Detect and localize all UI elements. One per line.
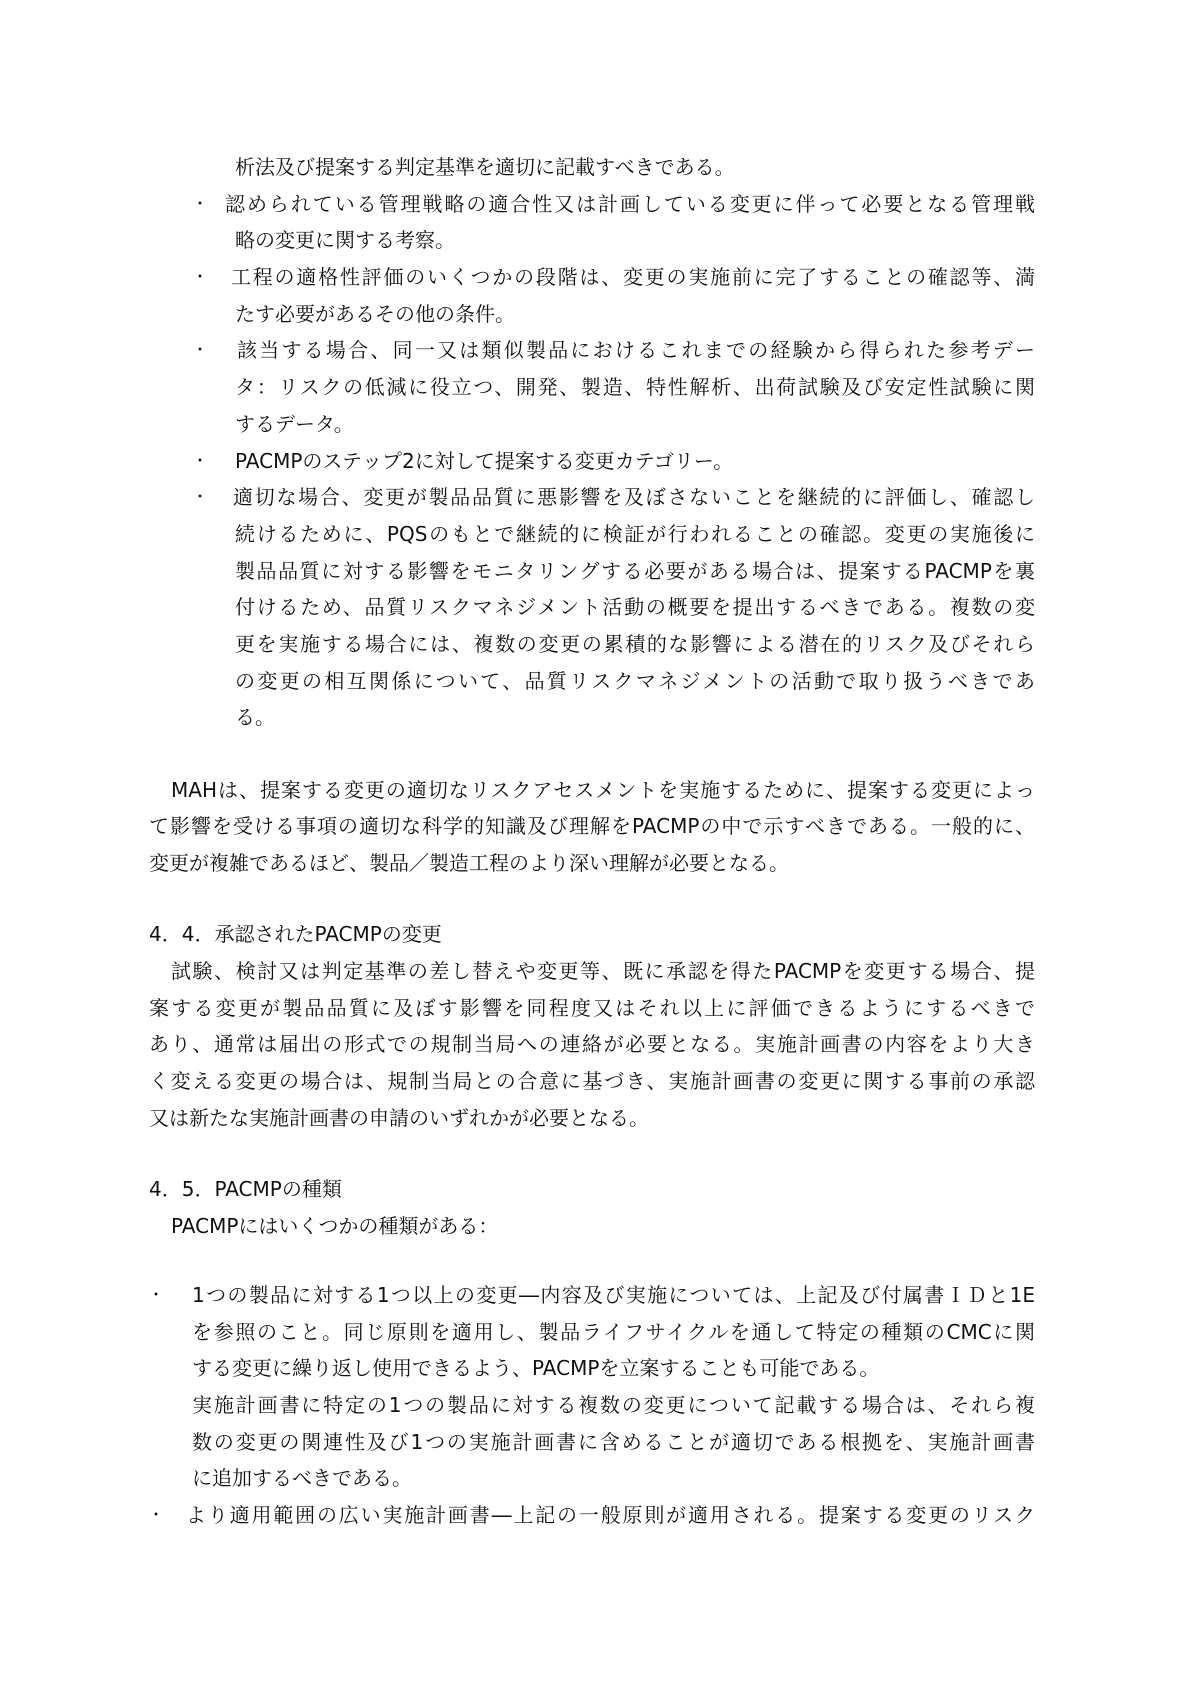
list-item-line: 略の変更に関する考察。 [235, 228, 455, 252]
paragraph-line: く変える変更の場合は、規制当局との合意に基づき、実施計画書の変更に関する事前の承認 [149, 1069, 1035, 1093]
paragraph-line: 又は新たな実施計画書の申請のいずれかが必要となる。 [149, 1106, 649, 1130]
list-item-line: 製品品質に対する影響をモニタリングする必要がある場合は、提案するPACMPを裏 [235, 559, 1035, 583]
list-item-line: 適切な場合、変更が製品品質に悪影響を及ぼさないことを継続的に評価し、確認し [233, 485, 1035, 509]
paragraph-line: 変更が複雑であるほど、製品／製造工程のより深い理解が必要となる。 [149, 851, 789, 875]
bullet-marker: ・ [148, 1285, 165, 1304]
list-item-line: 続けるために、PQSのもとで継続的に検証が行われることの確認。変更の実施後に [235, 522, 1035, 546]
list-item-line: 工程の適格性評価のいくつかの段階は、変更の実施前に完了することの確認等、満 [231, 265, 1035, 289]
list-item-line: 更を実施する場合には、複数の変更の累積的な影響による潜在的リスク及びそれら [235, 632, 1035, 656]
section-intro: PACMPにはいくつかの種類がある： [171, 1214, 499, 1238]
list-item-line: PACMPのステップ2に対して提案する変更カテゴリー。 [235, 449, 734, 473]
list-item-line: するデータ。 [235, 412, 354, 436]
section-heading-4-5: 4．5．PACMPの種類 [149, 1177, 342, 1201]
list-item-line: を参照のこと。同じ原則を適用し、製品ライフサイクルを通して特定の種類のCMCに関 [192, 1320, 1035, 1344]
list-item-line: 1つの製品に対する1つ以上の変更―内容及び実施については、上記及び付属書ＩＤと1E [192, 1283, 1035, 1307]
list-item-line: 数の変更の関連性及び1つの実施計画書に含めることが適切である根拠を、実施計画書 [192, 1430, 1035, 1454]
paragraph-line: あり、通常は届出の形式での規制当局への連絡が必要となる。実施計画書の内容をより大き [149, 1032, 1035, 1056]
list-item-line: 実施計画書に特定の1つの製品に対する複数の変更について記載する場合は、それら複 [192, 1393, 1035, 1417]
bullet-marker: ・ [192, 487, 209, 506]
bullet-marker: ・ [192, 267, 209, 286]
paragraph-line: て影響を受ける事項の適切な科学的知識及び理解をPACMPの中で示すべきである。一般的に、 [149, 814, 1035, 838]
bullet-marker: ・ [192, 194, 209, 213]
bullet-marker: ・ [192, 451, 209, 470]
bullet-marker: ・ [192, 340, 209, 359]
list-item-line: たす必要があるその他の条件。 [235, 302, 515, 326]
list-item-line: より適用範囲の広い実施計画書―上記の一般原則が適用される。提案する変更のリスク [186, 1503, 1035, 1527]
list-item-line: る。 [235, 705, 275, 729]
section-heading-4-4: 4．4．承認されたPACMPの変更 [149, 922, 442, 946]
list-item-line: する変更に繰り返し使用できるよう、PACMPを立案することも可能である。 [192, 1356, 880, 1380]
bullet-marker: ・ [148, 1505, 165, 1524]
paragraph-line: 案する変更が製品品質に及ぼす影響を同程度又はそれ以上に評価できるようにするべきで [149, 996, 1035, 1020]
list-item-line: タ：リスクの低減に役立つ、開発、製造、特性解析、出荷試験及び安定性試験に関 [235, 375, 1035, 399]
paragraph-line: 試験、検討又は判定基準の差し替えや変更等、既に承認を得たPACMPを変更する場合、提 [171, 959, 1035, 983]
list-item-line: 該当する場合、同一又は類似製品におけるこれまでの経験から得られた参考デー [237, 338, 1035, 362]
list-item-line: 認められている管理戦略の適合性又は計画している変更に伴って必要となる管理戦 [225, 192, 1035, 216]
paragraph-line: MAHは、提案する変更の適切なリスクアセスメントを実施するために、提案する変更によっ [171, 778, 1035, 802]
list-item-line: 付けるため、品質リスクマネジメント活動の概要を提出するべきである。複数の変 [235, 595, 1035, 619]
list-item-continuation: 析法及び提案する判定基準を適切に記載すべきである。 [235, 155, 735, 179]
list-item-line: の変更の相互関係について、品質リスクマネジメントの活動で取り扱うべきであ [235, 669, 1035, 693]
list-item-line: に追加するべきである。 [192, 1466, 412, 1490]
